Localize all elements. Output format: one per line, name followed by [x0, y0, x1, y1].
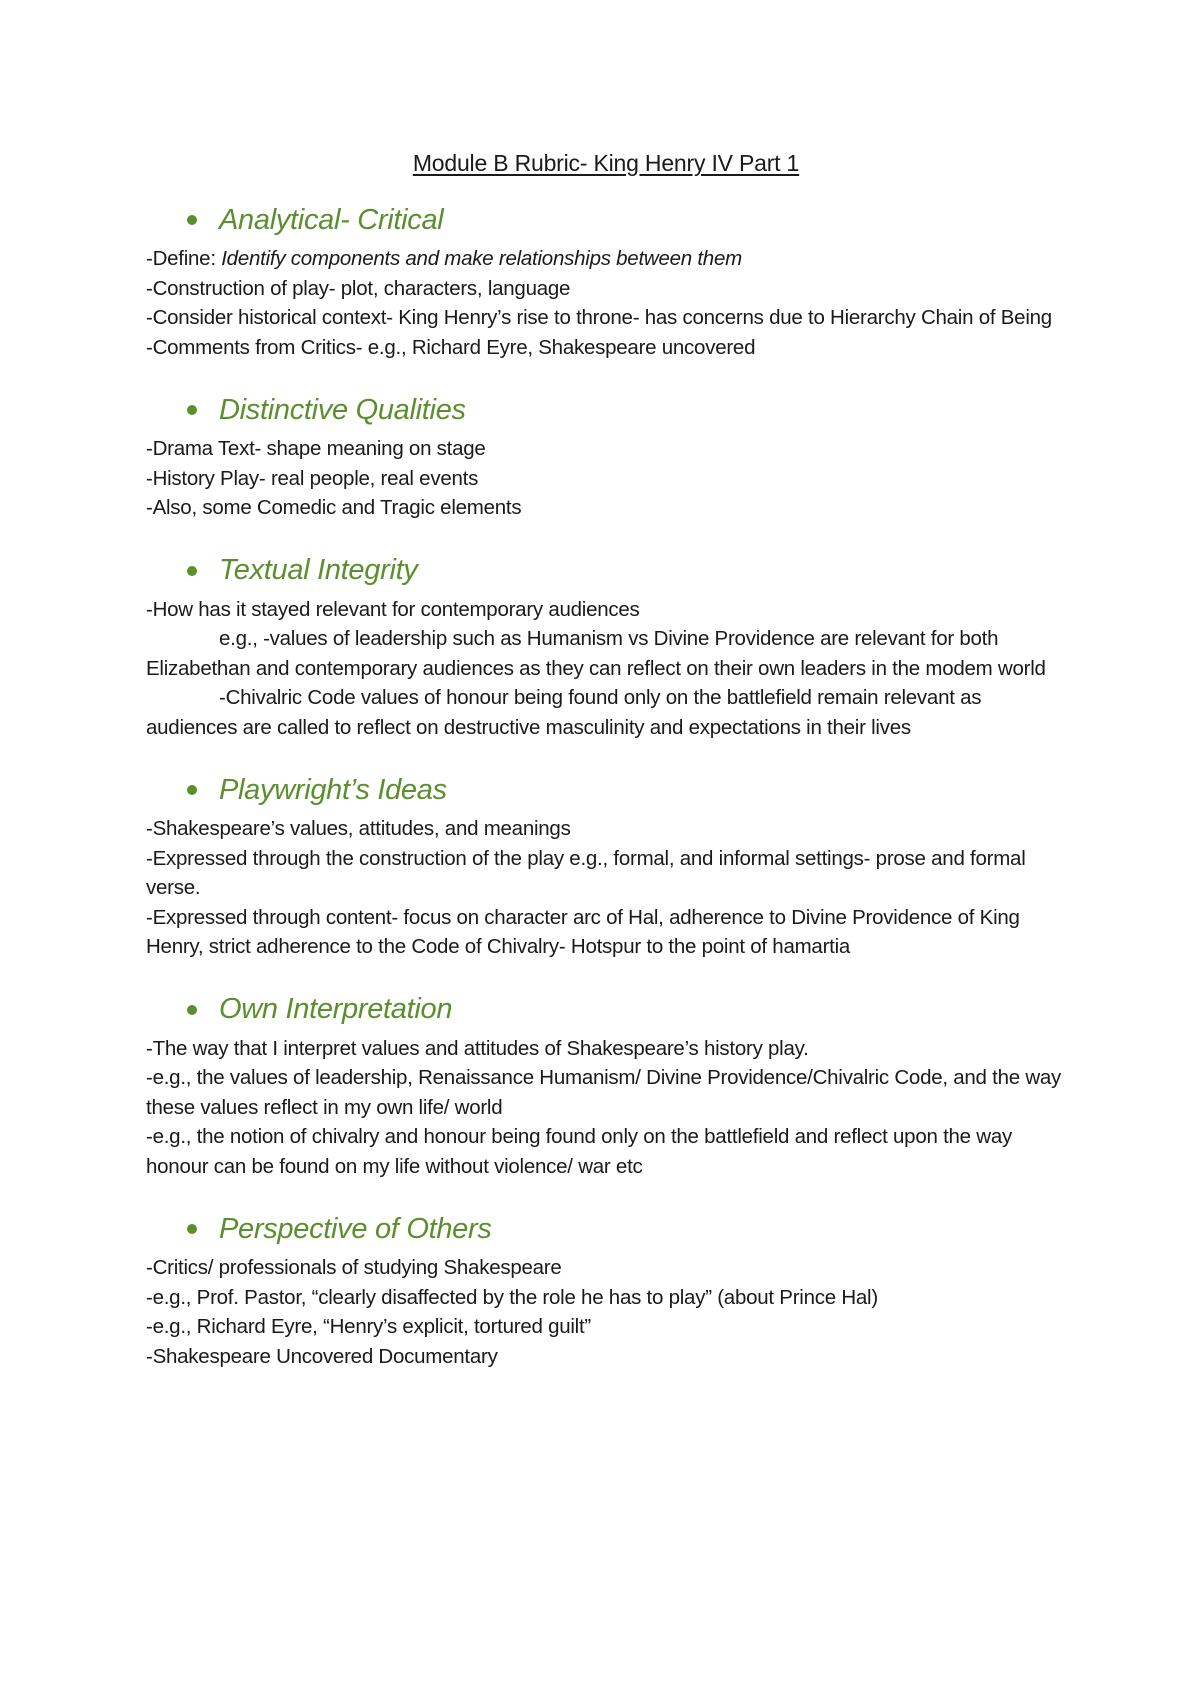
section-line: e.g., -values of leadership such as Humanism vs Divine Providence are relevant for both Elizabethan and contemporary audiences as they can reflect on their own leaders in the modem world	[146, 627, 1046, 680]
section-heading	[146, 1209, 1066, 1249]
section-line: -Expressed through content- focus on character arc of Hal, adherence to Divine Providence of King Henry, strict adherence to the Code of Chivalry- Hotspur to the point of hamartia	[146, 905, 1020, 958]
section-heading-text: Perspective of Others	[219, 1212, 492, 1245]
line-prefix: -Define:	[146, 247, 222, 270]
section-line: -Consider historical context- King Henry’s rise to throne- has concerns due to Hierarchy Chain of Being	[146, 306, 1052, 329]
section-line: -Also, some Comedic and Tragic elements	[146, 496, 522, 519]
page-title: Module B Rubric- King Henry IV Part 1	[412, 150, 800, 176]
section-line: -e.g., the notion of chivalry and honour being found only on the battlefield and reflect upon the way honour can be found on my life without violence/ war etc	[146, 1125, 1012, 1178]
section-heading	[146, 770, 1066, 810]
document-body	[146, 148, 1066, 1399]
section-own-interpretation	[146, 990, 1066, 1182]
definition-text: Identify components and make relationships between them	[221, 247, 742, 270]
section-line: -e.g., Richard Eyre, “Henry’s explicit, tortured guilt”	[146, 1315, 592, 1338]
section-distinctive-qualities	[146, 390, 1066, 523]
section-heading-text: Textual Integrity	[219, 554, 418, 586]
bullet-icon	[187, 785, 197, 795]
bullet-icon	[187, 1224, 197, 1234]
section-heading	[146, 200, 1066, 240]
section-heading-text: Distinctive Qualities	[219, 393, 466, 426]
section-line: -Drama Text- shape meaning on stage	[146, 437, 486, 460]
section-line	[146, 244, 1066, 274]
section-line: -Chivalric Code values of honour being found only on the battlefield remain relevant as audiences are called to reflect on destructive masculinity and expectations in their lives	[146, 686, 982, 739]
section-line: -Shakespeare Uncovered Documentary	[146, 1344, 498, 1368]
section-line: -e.g., the values of leadership, Renaissance Humanism/ Divine Providence/Chivalric Code, and the way these values reflect in my own life/ world	[146, 1066, 1062, 1119]
section-line: -Critics/ professionals of studying Shakespeare	[146, 1256, 562, 1279]
section-analytical-critical	[146, 200, 1066, 362]
bullet-icon	[187, 215, 197, 225]
section-line: -The way that I interpret values and attitudes of Shakespeare’s history play.	[146, 1036, 809, 1060]
section-heading	[146, 990, 1066, 1030]
bullet-icon	[187, 1005, 197, 1015]
section-line: -How has it stayed relevant for contemporary audiences	[146, 597, 640, 621]
section-heading-text: Playwright’s Ideas	[219, 773, 447, 806]
bullet-icon	[187, 566, 197, 576]
section-textual-integrity	[146, 551, 1066, 743]
section-line: -Expressed through the construction of the play e.g., formal, and informal settings- prose and formal verse.	[146, 846, 1026, 899]
section-line: -Comments from Critics- e.g., Richard Eyre, Shakespeare uncovered	[146, 335, 756, 359]
section-perspective-of-others	[146, 1209, 1066, 1371]
section-playwrights-ideas	[146, 770, 1066, 962]
section-line: -Construction of play- plot, characters, language	[146, 276, 571, 300]
section-heading	[146, 390, 1066, 430]
section-heading-text: Own Interpretation	[219, 993, 453, 1025]
section-heading-text: Analytical- Critical	[219, 203, 444, 236]
section-line: -Shakespeare’s values, attitudes, and meanings	[146, 817, 571, 840]
bullet-icon	[187, 405, 197, 415]
section-heading	[146, 551, 1066, 591]
section-line: -e.g., Prof. Pastor, “clearly disaffected by the role he has to play” (about Prince Hal)	[146, 1285, 878, 1309]
section-line: -History Play- real people, real events	[146, 466, 479, 490]
